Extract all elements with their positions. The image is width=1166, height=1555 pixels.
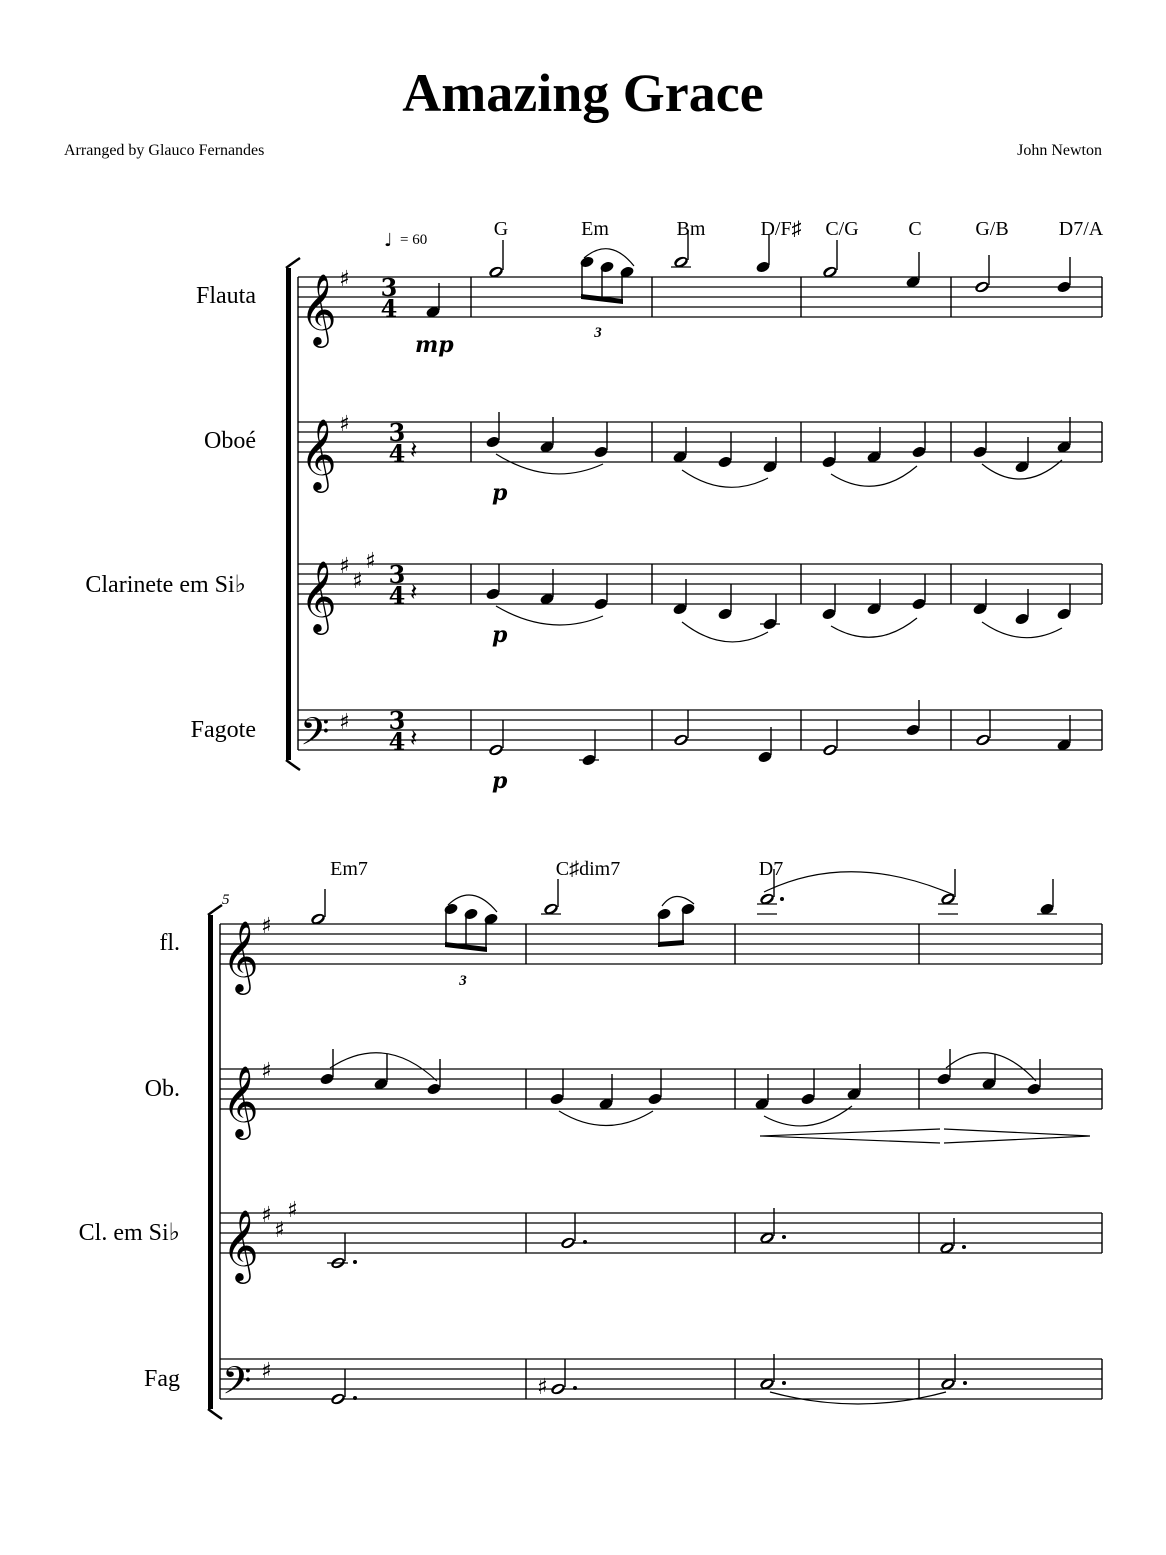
instrument-short-flute: fl. <box>159 930 180 956</box>
sharp-icon: ♯ <box>339 267 350 292</box>
svg-text:3: 3 <box>459 973 467 989</box>
svg-text:4: 4 <box>388 581 406 610</box>
sharp-icon: ♯ <box>261 914 272 939</box>
tempo-marking <box>384 230 427 251</box>
quarter-rest-icon: 𝄽 <box>410 724 418 752</box>
clarinet-notes-system-1 <box>410 564 1072 642</box>
treble-clef-icon: 𝄞 <box>300 559 337 632</box>
svg-text:3: 3 <box>594 325 602 341</box>
instrument-short-clarinet: Cl. em Si♭ <box>78 1220 180 1246</box>
treble-clef-icon: 𝄞 <box>300 272 337 345</box>
treble-clef-icon: 𝄞 <box>222 919 259 992</box>
sharp-icon: ♯ <box>352 569 363 594</box>
svg-text:= 60: = 60 <box>400 232 428 248</box>
svg-text:4: 4 <box>380 294 398 323</box>
instrument-name-flute: Flauta <box>196 283 256 309</box>
chord-symbol: Em <box>581 218 609 240</box>
treble-clef-icon: 𝄞 <box>222 1208 259 1281</box>
dynamic-p: p <box>492 480 508 506</box>
svg-text:3: 3 <box>388 418 406 447</box>
time-signature-bassoon <box>389 706 406 756</box>
oboe-notes-system-1 <box>410 412 1072 487</box>
oboe-notes-system-2 <box>319 1049 1090 1143</box>
barlines-system-2 <box>220 924 1102 1399</box>
sharp-icon: ♯ <box>287 1198 298 1223</box>
svg-text:3: 3 <box>380 273 398 302</box>
chord-symbol: D/F♯ <box>760 218 802 240</box>
sharp-icon: ♯ <box>339 710 350 735</box>
bass-clef-icon: 𝄢 <box>222 1358 252 1412</box>
chord-symbol: C♯dim7 <box>555 858 621 880</box>
treble-clef-icon: 𝄞 <box>300 417 337 490</box>
time-signature-oboe <box>389 418 406 468</box>
chord-symbol: D7/A <box>1058 218 1104 240</box>
sharp-icon: ♯ <box>537 1375 548 1400</box>
flute-notes-system-1 <box>425 230 1072 341</box>
time-signature-clarinet <box>389 560 406 610</box>
svg-text:♩: ♩ <box>384 230 393 251</box>
quarter-rest-icon: 𝄽 <box>410 578 418 606</box>
dynamic-p: p <box>492 768 508 794</box>
dynamic-mp: mp <box>415 332 454 358</box>
sharp-icon: ♯ <box>261 1203 272 1228</box>
chord-symbol: C/G <box>825 218 859 240</box>
sharp-icon: ♯ <box>365 549 376 574</box>
svg-text:3: 3 <box>388 706 406 735</box>
instrument-name-oboe: Oboé <box>204 428 256 454</box>
instrument-name-clarinet: Clarinete em Si♭ <box>85 572 246 598</box>
score-title: Amazing Grace <box>402 63 764 123</box>
chord-symbol: C <box>908 218 922 240</box>
chord-symbol: Em7 <box>330 858 368 880</box>
clarinet-staff <box>298 564 1102 604</box>
system-2 <box>79 858 1102 1419</box>
bassoon-staff <box>220 1359 1102 1399</box>
bass-clef-icon: 𝄢 <box>300 709 330 763</box>
measure-number: 5 <box>222 892 230 908</box>
composer-credit: John Newton <box>1017 142 1102 159</box>
flute-notes-system-2 <box>310 869 1057 989</box>
instrument-short-oboe: Ob. <box>144 1076 180 1102</box>
clarinet-staff <box>220 1213 1102 1253</box>
svg-text:4: 4 <box>388 727 406 756</box>
instrument-name-bassoon: Fagote <box>190 717 256 743</box>
svg-text:3: 3 <box>388 560 406 589</box>
arranger-credit: Arranged by Glauco Fernandes <box>64 142 265 159</box>
clarinet-notes-system-2 <box>327 1208 966 1270</box>
chord-symbol: G/B <box>975 218 1009 240</box>
treble-clef-icon: 𝄞 <box>222 1064 259 1137</box>
instrument-short-bassoon: Fag <box>144 1366 180 1392</box>
dynamic-p: p <box>492 622 508 648</box>
sharp-icon: ♯ <box>339 412 350 437</box>
chord-symbol: G <box>493 218 509 240</box>
chord-symbol: Bm <box>676 218 706 240</box>
time-signature-flute <box>381 273 398 323</box>
quarter-rest-icon: 𝄽 <box>410 436 418 464</box>
svg-text:4: 4 <box>388 439 406 468</box>
bassoon-notes-system-2 <box>330 1354 967 1406</box>
system-1 <box>85 218 1103 794</box>
sharp-icon: ♯ <box>339 554 350 579</box>
sharp-icon: ♯ <box>274 1218 285 1243</box>
chord-symbol: D7 <box>758 858 784 880</box>
sharp-icon: ♯ <box>261 1059 272 1084</box>
sharp-icon: ♯ <box>261 1359 272 1384</box>
